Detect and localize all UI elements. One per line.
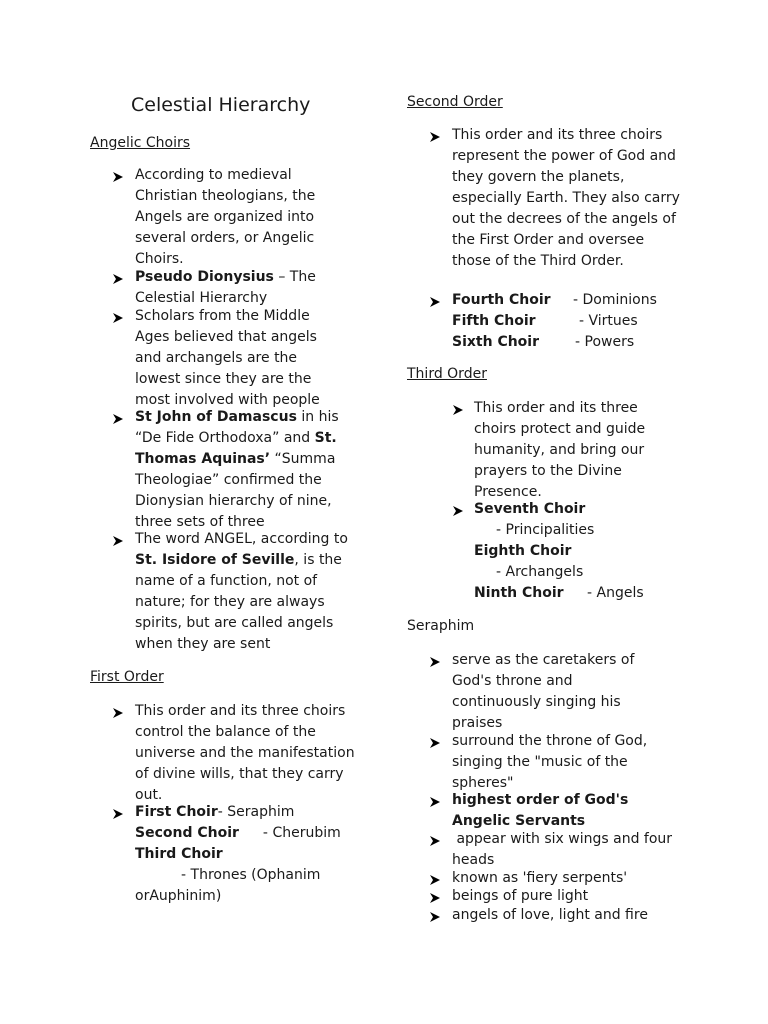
choir-name: Seventh Choir [474,501,586,517]
bullet-arrow-icon [112,411,124,432]
choir-name: Third Choir [135,846,223,862]
seraphim-item-5: known as 'fiery serpents' [452,870,628,886]
seraphim-item-1: serve as the caretakers of God's throne and continuously singing his praises [452,652,635,731]
bullet-arrow-icon [452,503,464,524]
angelic-item-3: Scholars from the Middle Ages believed that angels and archangels are the lowest since they are the most involved with people [135,308,320,408]
seraphim-item-2: surround the throne of God, singing the "music of the spheres" [452,733,648,791]
bullet-arrow-icon [112,310,124,331]
angelic-item-5: The word ANGEL, according to St. Isidore of Seville, is the name of a function, not of nature; for they are always spirits, but are called angels when they are sent [135,531,348,652]
seraphim-item-7: angels of love, light and fire [452,907,648,923]
second-order-desc: This order and its three choirs represent the power of God and they govern the planets, especially Earth. They also carry out the decrees of the angels of the First Order and oversee those of the Third Order. [452,127,680,269]
choir-name: Second Choir [135,825,239,841]
third-order-desc: This order and its three choirs protect and guide humanity, and bring our prayers to the Divine Presence. [474,400,646,500]
choir-name: Fifth Choir [452,313,536,329]
choir-name: Fourth Choir [452,292,551,308]
bullet-arrow-icon [452,402,464,423]
first-order-desc: This order and its three choirs control the balance of the universe and the manifestation of divine wills, that they carry out. [135,703,355,803]
bullet-arrow-icon [429,129,441,150]
choir-name: Eighth Choir [474,543,572,559]
choir-value: - Dominions [573,292,657,308]
seraphim-heading: Seraphim [407,618,475,634]
angelic-choirs-heading: Angelic Choirs [90,135,191,151]
bullet-arrow-icon [429,794,441,815]
angelic-item-1: According to medieval Christian theologians, the Angels are organized into several orders, or Angelic Choirs. [135,167,316,267]
bullet-arrow-icon [429,294,441,315]
choir-value: Seraphim [227,804,295,820]
bullet-arrow-icon [429,890,441,911]
bullet-arrow-icon [112,705,124,726]
bullet-arrow-icon [429,909,441,930]
angelic-item-4: St John of Damascus in his “De Fide Orthodoxa” and St. Thomas Aquinas’ “Summa Theologiae” confirmed the Dionysian hierarchy of nine, three sets of three [135,409,339,530]
choir-name: Ninth Choir [474,585,564,601]
seraphim-item-6: beings of pure light [452,888,589,904]
seraphim-item-3: highest order of God's Angelic Servants [452,792,629,829]
bullet-arrow-icon [112,806,124,827]
second-order-heading: Second Order [407,94,503,110]
choir-value: - Powers [575,334,635,350]
third-choir-value: - Thrones (Ophanim orAuphinim) [135,867,321,904]
third-order-choirs [474,499,694,604]
second-order-choirs [452,290,692,353]
choir-value: - Principalities [496,522,595,538]
bullet-arrow-icon [112,271,124,292]
choir-value: - Archangels [496,564,584,580]
first-order-heading: First Order [90,669,164,685]
first-order-choirs: First Choir- Seraphim Second Choir - Cherubim Third Choir [135,804,341,862]
third-order-heading: Third Order [407,366,487,382]
choir-value: - Angels [587,585,644,601]
bullet-arrow-icon [429,654,441,675]
choir-value: Cherubim [272,825,341,841]
seraphim-item-4: appear with six wings and four heads [452,831,677,868]
bullet-arrow-icon [112,169,124,190]
bullet-arrow-icon [429,833,441,854]
choir-name: First Choir [135,804,218,820]
page-title: Celestial Hierarchy [131,94,311,116]
bullet-arrow-icon [112,533,124,554]
choir-value: - Virtues [579,313,638,329]
choir-name: Sixth Choir [452,334,540,350]
angelic-item-2: Pseudo Dionysius – The Celestial Hierarchy [135,269,316,306]
bullet-arrow-icon [429,735,441,756]
